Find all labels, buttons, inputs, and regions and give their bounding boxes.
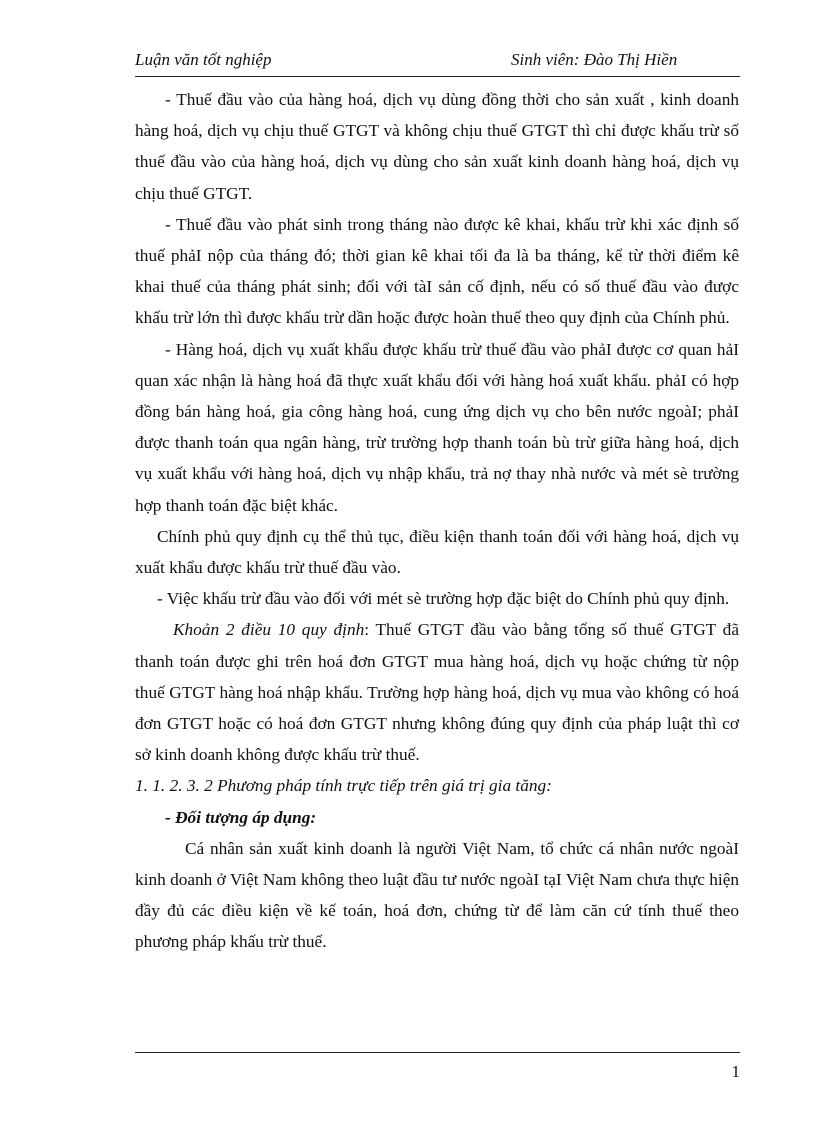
clause-text: : Thuế GTGT đầu vào bằng tổng số thuế GTGT đã thanh toán được ghi trên hoá đơn GTGT mua hàng hoá, dịch vụ hoặc chứng từ nộp thuế GTGT hàng hoá nhập khẩu. Trường hợp hàng hoá, dịch vụ mua vào không có hoá đơn GTGT hoặc có hoá đơn GTGT nhưng không đúng quy định của pháp luật thì cơ sở kinh doanh không được khấu trừ thuế. [135, 620, 739, 765]
paragraph-applicable-subjects: Cá nhân sản xuất kinh doanh là người Việt Nam, tổ chức cá nhân nước ngoàI kinh doanh ở Việt Nam không theo luật đầu tư nước ngoàI tạI Việt Nam chưa thực hiện đầy đủ các điều kiện về kế toán, hoá đơn, chứng từ để làm căn cứ tính thuế theo phương pháp khấu trừ thuế. [135, 838, 739, 952]
paragraph-input-tax-declaration: - Thuế đầu vào phát sinh trong tháng nào được kê khai, khấu trừ khi xác định số thuế phảI nộp của tháng đó; thời gian kê khai tối đa là ba tháng, kể từ thời điểm kê khai thuế của tháng phát sinh; đối với tàI sản cố định, nếu có số thuế đầu vào được khấu trừ lớn thì được khấu trừ dần hoặc được hoàn thuế theo quy định của Chính phủ. [135, 214, 739, 328]
header-thesis-title: Luận văn tốt nghiệp [135, 50, 272, 69]
section-heading: 1. 1. 2. 3. 2 Phương pháp tính trực tiếp trên giá trị gia tăng: [135, 776, 552, 796]
paragraph-special-cases: - Việc khấu trừ đầu vào đối với mét sè trường hợp đặc biệt do Chính phủ quy định. [157, 589, 730, 609]
page-number: 1 [731, 1062, 740, 1081]
footer-divider [135, 1052, 740, 1053]
page-header [135, 50, 740, 77]
paragraph-export-goods: - Hàng hoá, dịch vụ xuất khẩu được khấu trừ thuế đầu vào phảI được cơ quan hảI quan xác nhận là hàng hoá đã thực xuất khẩu đối với hàng hoá xuất khẩu. phảI có hợp đồng bán hàng hoá, gia công hàng hoá, cung ứng dịch vụ cho bên nước ngoàI; phảI được thanh toán qua ngân hàng, trừ trường hợp thanh toán bù trừ giữa hàng hoá, dịch vụ xuất khẩu với hàng hoá, dịch vụ nhập khẩu, trả nợ thay nhà nước và mét sè trường hợp thanh toán đặc biệt khác. [135, 339, 739, 515]
document-body [135, 84, 739, 958]
sub-heading: - Đối tượng áp dụng: [165, 807, 317, 827]
clause-reference: Khoản 2 điều 10 quy định [173, 620, 365, 640]
paragraph-input-tax-mixed-use: - Thuế đầu vào của hàng hoá, dịch vụ dùng đồng thời cho sản xuất , kinh doanh hàng hoá, dịch vụ chịu thuế GTGT và không chịu thuế GTGT thì chỉ được khấu trừ số thuế đầu vào của hàng hoá, dịch vụ dùng cho sản xuất kinh doanh hàng hoá, dịch vụ chịu thuế GTGT. [135, 90, 739, 203]
header-student-name: Sinh viên: Đào Thị Hiền [511, 50, 678, 69]
paragraph-clause-2-article-10 [135, 614, 739, 770]
paragraph-government-regulation: Chính phủ quy định cụ thể thủ tục, điều kiện thanh toán đối với hàng hoá, dịch vụ xuất khẩu được khấu trừ thuế đầu vào. [135, 526, 739, 578]
